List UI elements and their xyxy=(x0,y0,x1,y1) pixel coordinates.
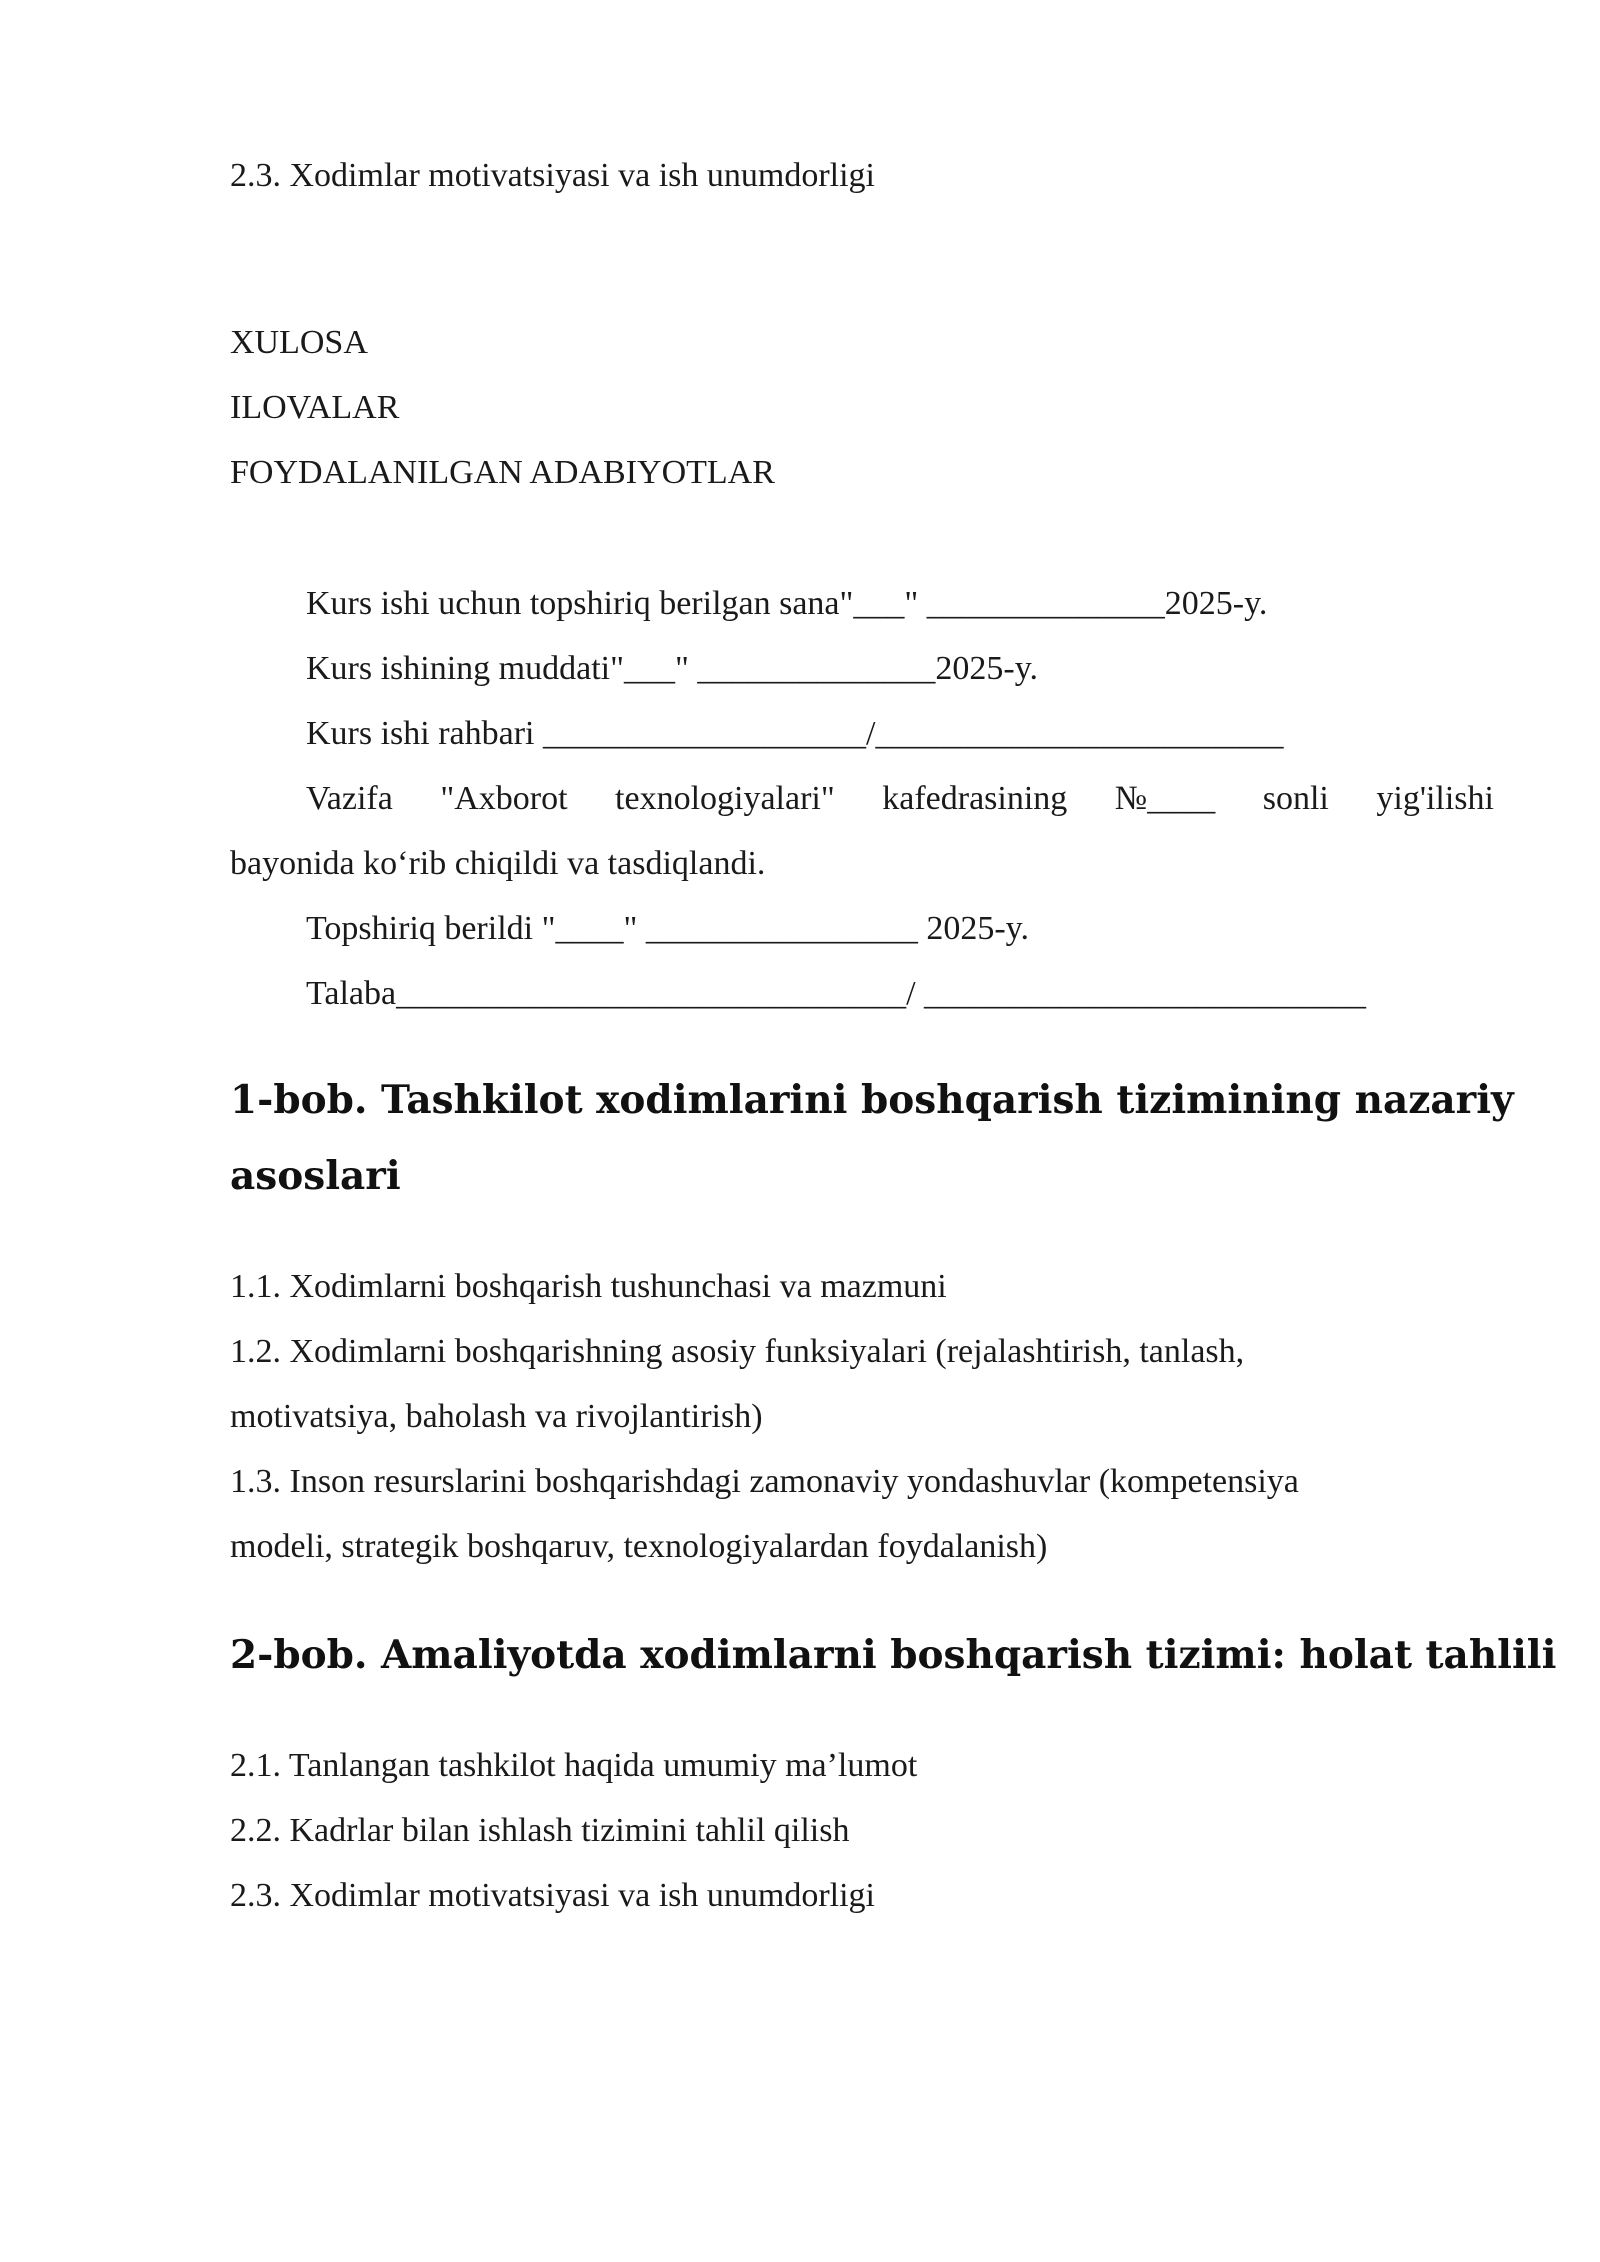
toc-item-1-3: 1.3. Inson resurslarini boshqarishdagi zamonaviy yondashuvlar (kompetensiya xyxy=(230,1463,1299,1500)
approval-word: texnologiyalari" xyxy=(615,780,835,817)
section-references: FOYDALANILGAN ADABIYOTLAR xyxy=(230,454,775,491)
toc-item-1-2: 1.2. Xodimlarni boshqarishning asosiy funksiyalari (rejalashtirish, tanlash, xyxy=(230,1333,1245,1370)
form-issued-date: Kurs ishi uchun topshiriq berilgan sana"___" ______________2025-y. xyxy=(306,585,1268,622)
section-appendices: ILOVALAR xyxy=(230,389,400,426)
chapter-2-title: 2-bob. Amaliyotda xodimlarni boshqarish tizimi: holat tahlili xyxy=(230,1632,1557,1678)
toc-item-2-3: 2.3. Xodimlar motivatsiyasi va ish unumdorligi xyxy=(230,1877,876,1914)
approval-word: yig'ilishi xyxy=(1376,780,1494,817)
chapter-1-title-line1: 1-bob. Tashkilot xodimlarini boshqarish tizimining nazariy xyxy=(230,1077,1514,1123)
form-assigned: Topshiriq berildi "____" ________________ 2025-y. xyxy=(306,910,1029,947)
approval-word: "Axborot xyxy=(440,780,568,817)
approval-word: sonli xyxy=(1262,780,1329,817)
form-student: Talaba______________________________/ __________________________ xyxy=(306,975,1367,1012)
approval-word: kafedrasining xyxy=(882,780,1068,817)
approval-word: №____ xyxy=(1114,780,1216,817)
toc-item-2-2: 2.2. Kadrlar bilan ishlash tizimini tahlil qilish xyxy=(230,1812,850,1849)
toc-item-2-1: 2.1. Tanlangan tashkilot haqida umumiy ma’lumot xyxy=(230,1747,918,1784)
section-conclusion: XULOSA xyxy=(230,324,368,361)
approval-word: Vazifa xyxy=(306,780,393,817)
form-approval-cont: bayonida ko‘rib chiqildi va tasdiqlandi. xyxy=(230,845,766,882)
toc-item-1-2-cont: motivatsiya, baholash va rivojlantirish) xyxy=(230,1398,763,1435)
form-deadline: Kurs ishining muddati"___" ______________2025-y. xyxy=(306,650,1038,687)
chapter-1-title-line2: asoslari xyxy=(230,1153,401,1199)
toc-item-1-3-cont: modeli, strategik boshqaruv, texnologiyalardan foydalanish) xyxy=(230,1528,1048,1565)
toc-item-1-1: 1.1. Xodimlarni boshqarish tushunchasi va mazmuni xyxy=(230,1268,947,1305)
toc-item-2-3-top: 2.3. Xodimlar motivatsiyasi va ish unumdorligi xyxy=(230,157,876,194)
form-supervisor: Kurs ishi rahbari ___________________/________________________ xyxy=(306,715,1284,752)
form-approval-line xyxy=(306,777,1494,821)
